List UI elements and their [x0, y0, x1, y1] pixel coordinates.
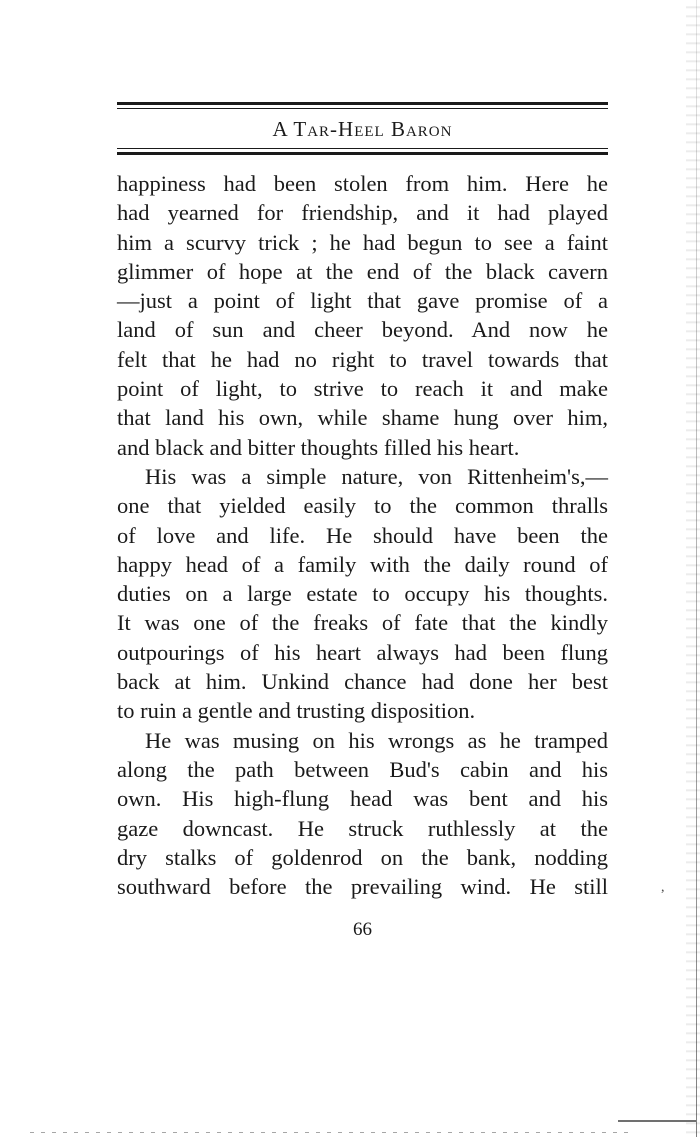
text-line: happiness had been stolen from him. Here he [117, 171, 608, 196]
text-line: him a scurvy trick ; he had begun to see a faint [117, 229, 608, 255]
scanned-page-edge [686, 0, 700, 1137]
text-line: dry stalks of goldenrod on the bank, nodding [117, 844, 608, 870]
text-line: that land his own, while shame hung over him, [117, 405, 608, 431]
text-line: to ruin a gentle and trusting disposition. [117, 698, 476, 724]
text-line: southward before the prevailing wind. He still [117, 874, 608, 900]
header-rule-top-thin [117, 108, 608, 109]
body-text [117, 169, 608, 901]
header-rule-bottom-thin [117, 148, 608, 149]
scan-bottom-right-mark [618, 1120, 696, 1122]
text-line: —just a point of light that gave promise of a [117, 288, 608, 314]
text-line: happy head of a family with the daily round of [117, 551, 608, 577]
text-line: and black and bitter thoughts filled his heart. [117, 434, 520, 460]
text-line: gaze downcast. He struck ruthlessly at the [117, 815, 608, 841]
text-line: It was one of the freaks of fate that the kindly [117, 610, 608, 636]
scan-bottom-marks [30, 1132, 630, 1133]
text-line: duties on a large estate to occupy his thoughts. [117, 581, 608, 607]
text-line: of love and life. He should have been the [117, 522, 608, 548]
text-line: had yearned for friendship, and it had played [117, 200, 608, 226]
text-line: He was musing on his wrongs as he tramped [145, 727, 608, 753]
header-rule-bottom-thick [117, 152, 608, 155]
page-number: 66 [353, 919, 372, 940]
text-line: glimmer of hope at the end of the black cavern [117, 258, 608, 284]
text-line: outpourings of his heart always had been flung [117, 639, 608, 665]
text-line: point of light, to strive to reach it and make [117, 376, 608, 402]
text-line: own. His high-flung head was bent and his [117, 786, 608, 812]
text-line: one that yielded easily to the common thralls [117, 493, 608, 519]
running-head: A Tar-Heel Baron [272, 117, 453, 141]
text-line: back at him. Unkind chance had done her best [117, 669, 608, 695]
header-rule-top-thick [117, 102, 608, 105]
text-line: felt that he had no right to travel towards that [117, 346, 608, 372]
text-line: His was a simple nature, von Rittenheim's,— [145, 463, 608, 489]
scan-speck: , [661, 880, 665, 895]
page-edge-line [696, 0, 697, 1137]
text-line: land of sun and cheer beyond. And now he [117, 317, 608, 343]
text-line: along the path between Bud's cabin and his [117, 756, 608, 782]
